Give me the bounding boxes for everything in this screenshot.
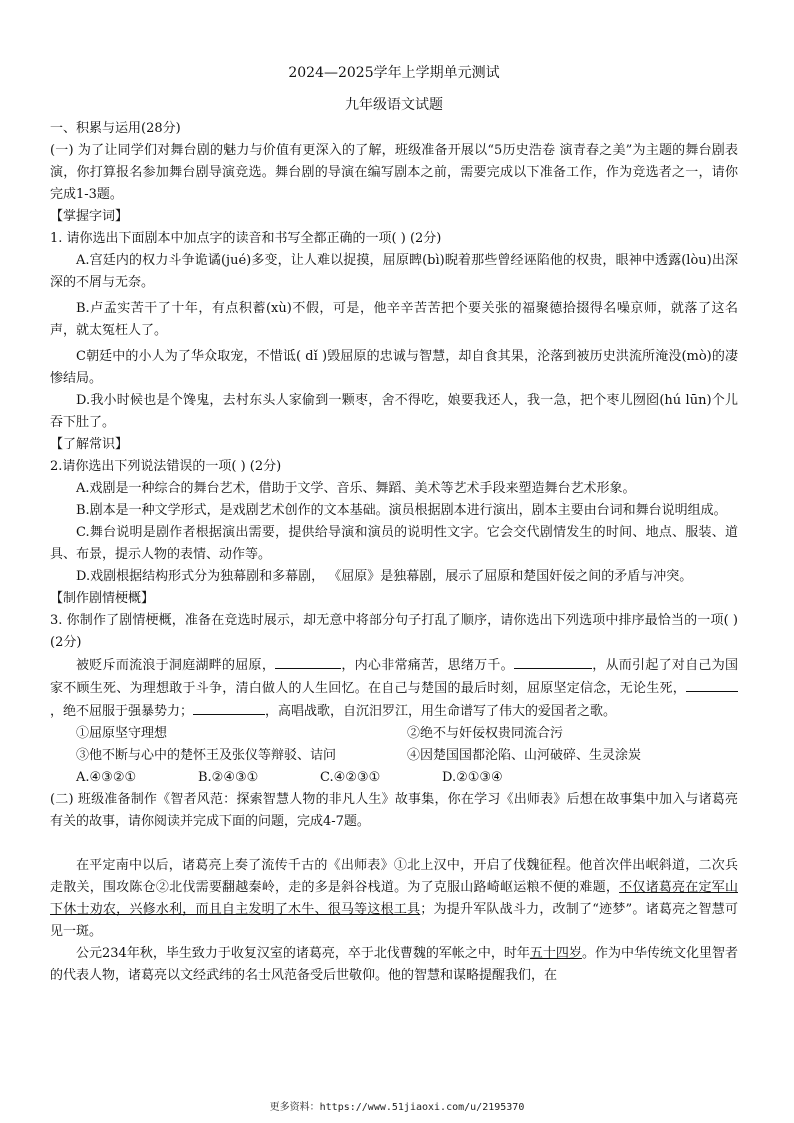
option-d[interactable]: D.②①③④ xyxy=(442,770,503,785)
answer-blank[interactable] xyxy=(514,654,592,669)
paragraph-text: 。作为中华传统文化里智者的代表人物，诸葛亮以文经武纬的名士风范备受后世敬仰。他的智慧和谋略提醒我们，在 xyxy=(50,946,738,983)
question-2-option-a: A.戏剧是一种综合的舞台艺术，借助于文学、音乐、舞蹈、美术等艺术手段来塑造舞台艺术形象。 xyxy=(76,481,636,496)
exam-subtitle: 九年级语文试题 xyxy=(345,97,443,113)
question-1-option-c: C朝廷中的小人为了华众取宠，不惜诋( dǐ )毁屈原的忠诚与智慧，却自食其果，沦落到被历史洪流所淹没(mò)的凄惨结局。 xyxy=(50,349,738,386)
section-2-intro: (二) 班级准备制作《智者风范：探索智慧人物的非凡人生》故事集，你在学习《出师表》后想在故事集中加入与诸葛亮有关的故事，请你阅读并完成下面的问题，完成4-7题。 xyxy=(50,792,738,829)
answer-blank[interactable] xyxy=(686,677,738,692)
underlined-phrase: 五十四岁 xyxy=(529,946,582,961)
passage-text: ，从而引起了对自己为国家不顾生死、为理想敢于斗争，清白做人的人生回忆。在自己与楚国的最后时刻，屈原坚定信念，无论生死， xyxy=(50,658,738,696)
question-3-options xyxy=(50,767,738,789)
passage-text: ，绝不屈服于强暴势力； xyxy=(50,704,194,719)
paragraph-text: 公元234年秋，毕生致力于收复汉室的诸葛亮，卒于北伐曹魏的军帐之中，时年 xyxy=(76,946,530,961)
sentence-item: ③他不断与心中的楚怀王及张仪等辩驳、诘问 xyxy=(76,748,337,763)
reading-paragraph-1 xyxy=(50,855,738,943)
option-c[interactable]: C.④②③① xyxy=(320,770,381,785)
option-b[interactable]: B.②④③① xyxy=(198,770,259,785)
answer-blank[interactable] xyxy=(193,700,265,715)
passage-text: ，高唱战歌，自沉汨罗江，用生命谱写了伟大的爱国者之歌。 xyxy=(265,704,617,719)
answer-blank[interactable] xyxy=(275,654,341,669)
sentence-item: ①屈原坚守理想 xyxy=(76,726,168,741)
subsection-tag: 【了解常识】 xyxy=(50,437,129,452)
question-2-option-c: C.舞台说明是剧作者根据演出需要，提供给导演和演员的说明性文字。它会交代剧情发生的时间、地点、服装、道具、布景，提示人物的表情、动作等。 xyxy=(50,525,738,562)
question-1-option-b: B.卢孟实苦干了十年，有点积蓄(xù)不假，可是，他辛辛苦苦把个要关张的福聚德拾掇得名噪京师，就落了这名声，就太冤枉人了。 xyxy=(50,301,738,338)
exam-title: 2024—2025学年上学期单元测试 xyxy=(288,65,500,81)
sentence-item: ②绝不与奸佞权贵同流合污 xyxy=(407,726,564,741)
sentence-item: ④因楚国国都沦陷、山河破碎、生灵涂炭 xyxy=(407,748,642,763)
option-a[interactable]: A.④③②① xyxy=(76,770,137,785)
section-heading: 一、积累与运用(28分) xyxy=(50,121,181,136)
question-3-items-row xyxy=(50,723,738,745)
passage-text: ，内心非常痛苦，思绪万千。 xyxy=(341,658,514,673)
question-1-stem: 1. 请你选出下面剧本中加点字的读音和书写全都正确的一项( ) (2分) xyxy=(50,231,442,246)
subsection-tag: 【制作剧情梗概】 xyxy=(50,591,155,606)
question-1-option-a: A.宫廷内的权力斗争诡谲(jué)多变，让人难以捉摸，屈原睥(bì)睨着那些曾经诬陷他的权贵，眼神中透露(lòu)出深深的不屑与无奈。 xyxy=(50,253,738,290)
underlined-sentence: 不仅诸葛亮在定军山下休士劝农，兴修水利，而且自主发明了木牛、很马等这根工具 xyxy=(50,880,738,917)
reading-paragraph-2 xyxy=(50,943,738,987)
paragraph-text: 在平定南中以后，诸葛亮上奏了流传千古的《出师表》①北上汉中，开启了伐魏征程。他首次伴出岷斜道，二次兵走散关，围攻陈仓②北伐需要翻越秦岭，走的多是斜谷栈道。为了克服山路崎岖运粮不便的难题， xyxy=(50,858,738,895)
paragraph-text: ；为提升军队战斗力，改制了“迹梦”。诸葛亮之智慧可见一斑。 xyxy=(50,902,738,939)
question-2-stem: 2.请你选出下列说法错误的一项( ) (2分) xyxy=(50,459,282,474)
question-3-passage xyxy=(50,654,738,723)
passage-text: 被贬斥而流浪于洞庭湖畔的屈原， xyxy=(76,658,276,673)
question-3-stem: 3. 你制作了剧情梗概，准备在竞选时展示，却无意中将部分句子打乱了顺序，请你选出下列选项中排序最恰当的一项( ) (2分) xyxy=(50,613,738,650)
question-2-option-d: D.戏剧根据结构形式分为独幕剧和多幕剧， 《屈原》是独幕剧，展示了屈原和楚国奸佞之间的矛盾与冲突。 xyxy=(76,569,693,584)
footer-link[interactable]: 更多资料：https://www.51jiaoxi.com/u/2195370 xyxy=(269,1102,525,1113)
subsection-tag: 【掌握字词】 xyxy=(50,209,129,224)
question-3-items-row xyxy=(50,745,738,767)
question-2-option-b: B.剧本是一种文学形式，是戏剧艺术创作的文本基础。演员根据剧本进行演出，剧本主要由台词和舞台说明组成。 xyxy=(76,503,727,518)
question-1-option-d: D.我小时候也是个馋鬼，去村东头人家偷到一颗枣，舍不得吃，娘要我还人，我一急，把个枣儿囫囵(hú lūn)个儿吞下肚了。 xyxy=(50,393,738,430)
section-intro: (一) 为了让同学们对舞台剧的魅力与价值有更深入的了解，班级准备开展以“5历史浩卷 演青春之美”为主题的舞台剧表演，你打算报名参加舞台剧导演竞选。舞台剧的导演在编写剧本之前，需要完成以下准备工作，作为竞选者之一，请你完成1-3题。 xyxy=(50,143,738,202)
